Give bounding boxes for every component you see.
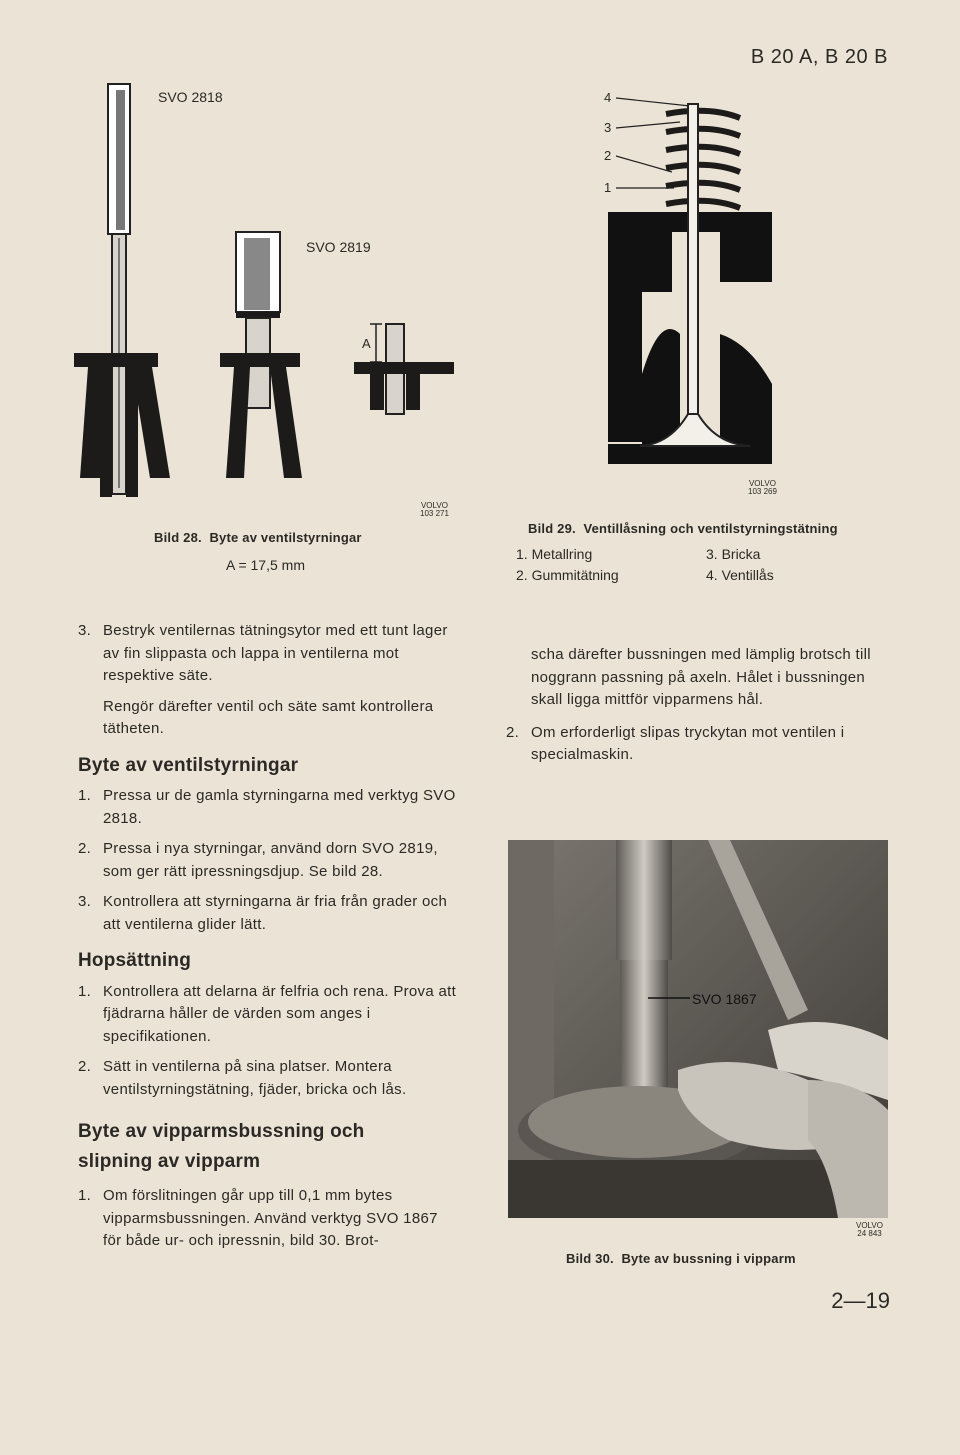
label-dimension-a: A (362, 336, 371, 351)
figure-29-stamp: VOLVO 103 269 (748, 479, 777, 496)
list-item: 1. Pressa ur de gamla styrningarna med verktyg SVO 2818. (78, 787, 456, 827)
figure-28-subcaption: A = 17,5 mm (226, 557, 305, 573)
list-item: 1. Om förslitningen går upp till 0,1 mm bytes vipparmsbussningen. Använd verktyg SVO 1867 för både ur- och ipressnin, bild 30. Brot- (78, 1187, 438, 1249)
legend-item-1: 1. Metallring (516, 546, 593, 562)
figure-28-caption: Bild 28. Byte av ventilstyrningar (154, 530, 362, 545)
figure-30-photo (508, 840, 888, 1218)
paragraph: Rengör därefter ventil och säte samt kontrollera tätheten. (103, 697, 434, 737)
legend-item-3: 3. Bricka (706, 546, 761, 562)
list-item: 3. Kontrollera att styrningarna är fria från grader och att ventilerna glider lätt. (78, 893, 448, 933)
page-number: 2—19 (831, 1288, 890, 1313)
list-item: 2. Pressa i nya styrningar, använd dorn SVO 2819, som ger rätt ipressningsdjup. Se bild 28. (78, 840, 438, 880)
figure-30-stamp: VOLVO 24 843 (856, 1221, 883, 1238)
figure-30-caption: Bild 30. Byte av bussning i vipparm (566, 1251, 796, 1266)
callout-2: 2 (604, 148, 612, 163)
label-svo-1867: SVO 1867 (692, 991, 757, 1007)
left-column (78, 620, 460, 1261)
legend-item-4: 4. Ventillås (706, 567, 774, 583)
press-column-icon (616, 840, 672, 960)
callout-4: 4 (604, 90, 612, 105)
right-column (506, 644, 888, 775)
figure-28-stamp: VOLVO 103 271 (420, 501, 449, 518)
section-title-valve-guides: Byte av ventilstyrningar (78, 754, 299, 776)
callout-3: 3 (604, 120, 612, 135)
legend-item-2: 2. Gummitätning (516, 567, 619, 583)
figure-29-legend (516, 546, 876, 590)
figure-29-valve-section (600, 84, 790, 484)
section-title-assembly: Hopsättning (78, 950, 192, 971)
section-title-rocker-bushing: Byte av vipparmsbussning och slipning av vipparm (78, 1121, 365, 1172)
figure-28-tool-drawing (70, 78, 470, 528)
label-svo-2819: SVO 2819 (306, 239, 371, 255)
list-item: 2. Sätt in ventilerna på sina platser. Montera ventilstyrningstätning, fjäder, bricka och lås. (78, 1058, 407, 1098)
page-header: B 20 A, B 20 B (750, 46, 888, 68)
label-svo-2818: SVO 2818 (158, 89, 223, 105)
list-item: 1. Kontrollera att delarna är felfria och rena. Prova att fjädrarna håller de värden som anges i specifikationen. (78, 982, 457, 1045)
valve-spring-icon (666, 111, 740, 208)
list-item: 2. Om erforderligt slipas tryckytan mot ventilen i specialmaskin. (506, 723, 845, 763)
valve-stem-icon (688, 104, 698, 444)
list-item: 3. Bestryk ventilernas tätningsytor med ett tunt lager av fin slippasta och lappa in ventilerna mot respektive säte. (78, 622, 448, 684)
callout-1: 1 (604, 180, 612, 195)
figure-29-caption: Bild 29. Ventillåsning och ventilstyrningstätning (528, 521, 838, 536)
paragraph: scha därefter bussningen med lämplig brotsch till noggrann passning på axeln. Hålet i bussningen skall ligga mittför vipparmens hål. (531, 646, 871, 708)
